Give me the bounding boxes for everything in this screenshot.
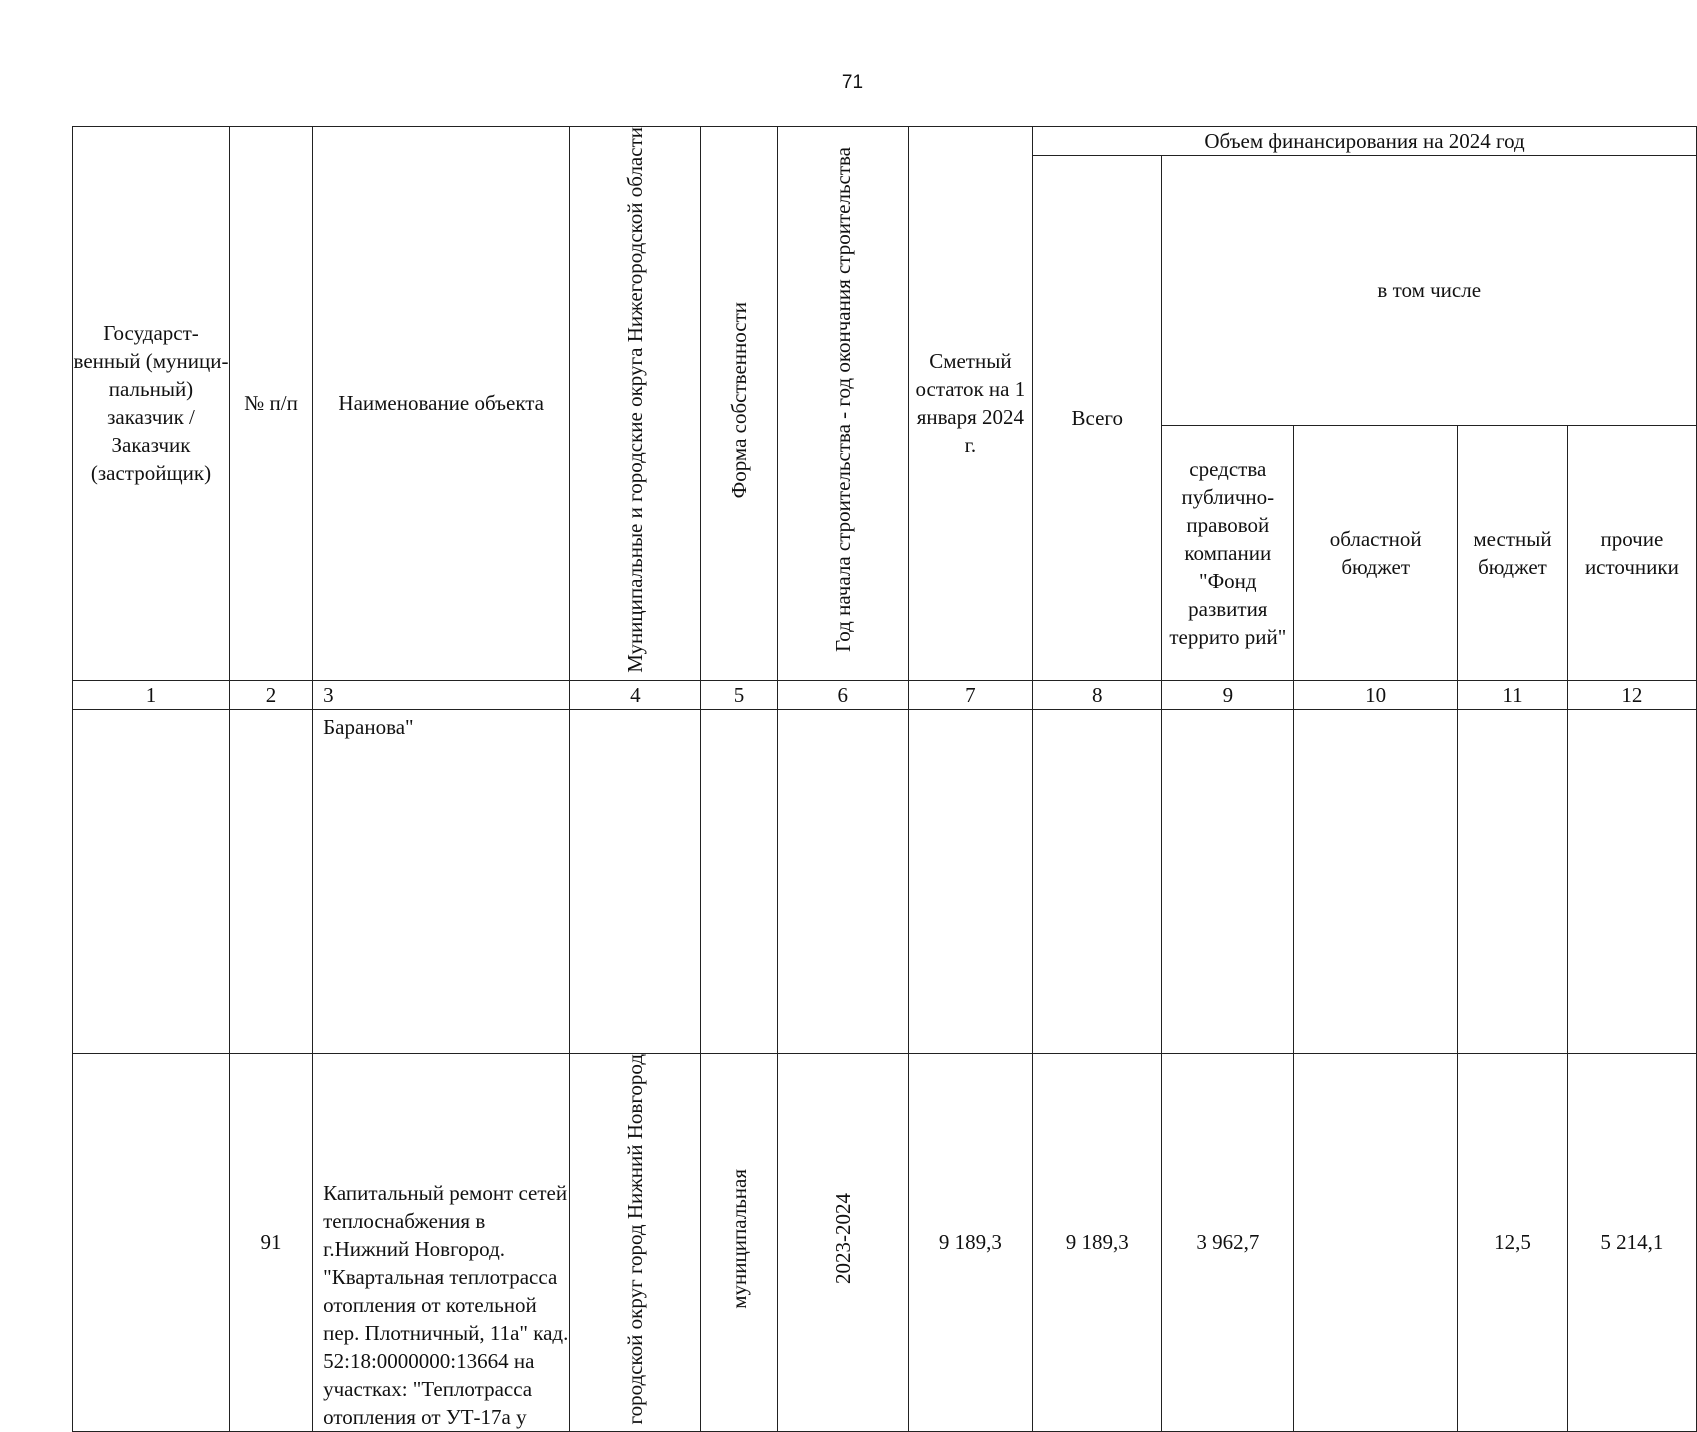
column-number: 6 bbox=[777, 680, 908, 709]
cell-regional bbox=[1294, 709, 1458, 1053]
cell-number: 91 bbox=[229, 1053, 312, 1431]
column-number-row bbox=[73, 680, 1697, 709]
cell-fund bbox=[1162, 709, 1294, 1053]
header-other-sources: прочие источники bbox=[1567, 425, 1696, 680]
column-number: 3 bbox=[313, 680, 570, 709]
header-including: в том числе bbox=[1162, 156, 1697, 426]
cell-regional bbox=[1294, 1053, 1458, 1431]
cell-municipality bbox=[570, 709, 701, 1053]
financing-table bbox=[72, 126, 1697, 1432]
table-row bbox=[73, 709, 1697, 1053]
cell-years bbox=[777, 709, 908, 1053]
column-number: 2 bbox=[229, 680, 312, 709]
header-total: Всего bbox=[1033, 156, 1162, 681]
column-number: 12 bbox=[1567, 680, 1696, 709]
column-number: 4 bbox=[570, 680, 701, 709]
header-regional-budget: областной бюджет bbox=[1294, 425, 1458, 680]
column-number: 8 bbox=[1033, 680, 1162, 709]
cell-customer bbox=[73, 1053, 230, 1431]
cell-ownership bbox=[701, 709, 777, 1053]
cell-object-name: Капитальный ремонт сетей теплоснабжения в г.Нижний Новгород. "Квартальная теплотрасса отопления от котельной пер. Плотничный, 11а" кад. 52:18:0000000:13664 на участках: "Теплотрасса отопления от УТ-17а у bbox=[313, 1053, 570, 1431]
cell-ownership: муниципальная bbox=[727, 1169, 751, 1309]
cell-local bbox=[1458, 709, 1568, 1053]
cell-local: 12,5 bbox=[1458, 1053, 1568, 1431]
cell-other: 5 214,1 bbox=[1567, 1053, 1696, 1431]
cell-object-name: Баранова" bbox=[313, 709, 570, 1053]
column-number: 9 bbox=[1162, 680, 1294, 709]
cell-fund: 3 962,7 bbox=[1162, 1053, 1294, 1431]
header-estimated-balance: Сметный остаток на 1 января 2024 г. bbox=[908, 127, 1032, 681]
cell-number bbox=[229, 709, 312, 1053]
header-customer: Государст-венный (муници-пальный) заказчик / Заказчик (застройщик) bbox=[73, 127, 230, 681]
cell-ownership-wrap bbox=[701, 1053, 777, 1431]
cell-municipality: городской округ город Нижний Новгород bbox=[623, 1053, 648, 1425]
header-row-number: № п/п bbox=[229, 127, 312, 681]
header-ownership-form: Форма собственности bbox=[727, 301, 751, 499]
cell-balance bbox=[908, 709, 1032, 1053]
column-number: 7 bbox=[908, 680, 1032, 709]
header-municipality: Муниципальные и городские округа Нижегородской области bbox=[623, 127, 648, 673]
page-number: 71 bbox=[841, 72, 864, 93]
cell-municipality-wrap bbox=[570, 1053, 701, 1431]
cell-other bbox=[1567, 709, 1696, 1053]
header-local-budget: местный бюджет bbox=[1458, 425, 1568, 680]
cell-customer bbox=[73, 709, 230, 1053]
column-number: 1 bbox=[73, 680, 230, 709]
header-years: Год начала строительства - год окончания строительства bbox=[830, 147, 855, 653]
cell-total bbox=[1033, 709, 1162, 1053]
cell-years-wrap bbox=[777, 1053, 908, 1431]
column-number: 5 bbox=[701, 680, 777, 709]
column-number: 11 bbox=[1458, 680, 1568, 709]
cell-years: 2023-2024 bbox=[830, 1193, 855, 1285]
header-ownership-cell bbox=[701, 127, 777, 681]
header-fund: средства публично-правовой компании "Фонд развития террито рий" bbox=[1162, 425, 1294, 680]
header-municipality-cell bbox=[570, 127, 701, 681]
header-years-cell bbox=[777, 127, 908, 681]
cell-total: 9 189,3 bbox=[1033, 1053, 1162, 1431]
header-financing-title: Объем финансирования на 2024 год bbox=[1033, 127, 1697, 156]
header-object-name: Наименование объекта bbox=[313, 127, 570, 681]
cell-balance: 9 189,3 bbox=[908, 1053, 1032, 1431]
table-row bbox=[73, 1053, 1697, 1431]
column-number: 10 bbox=[1294, 680, 1458, 709]
